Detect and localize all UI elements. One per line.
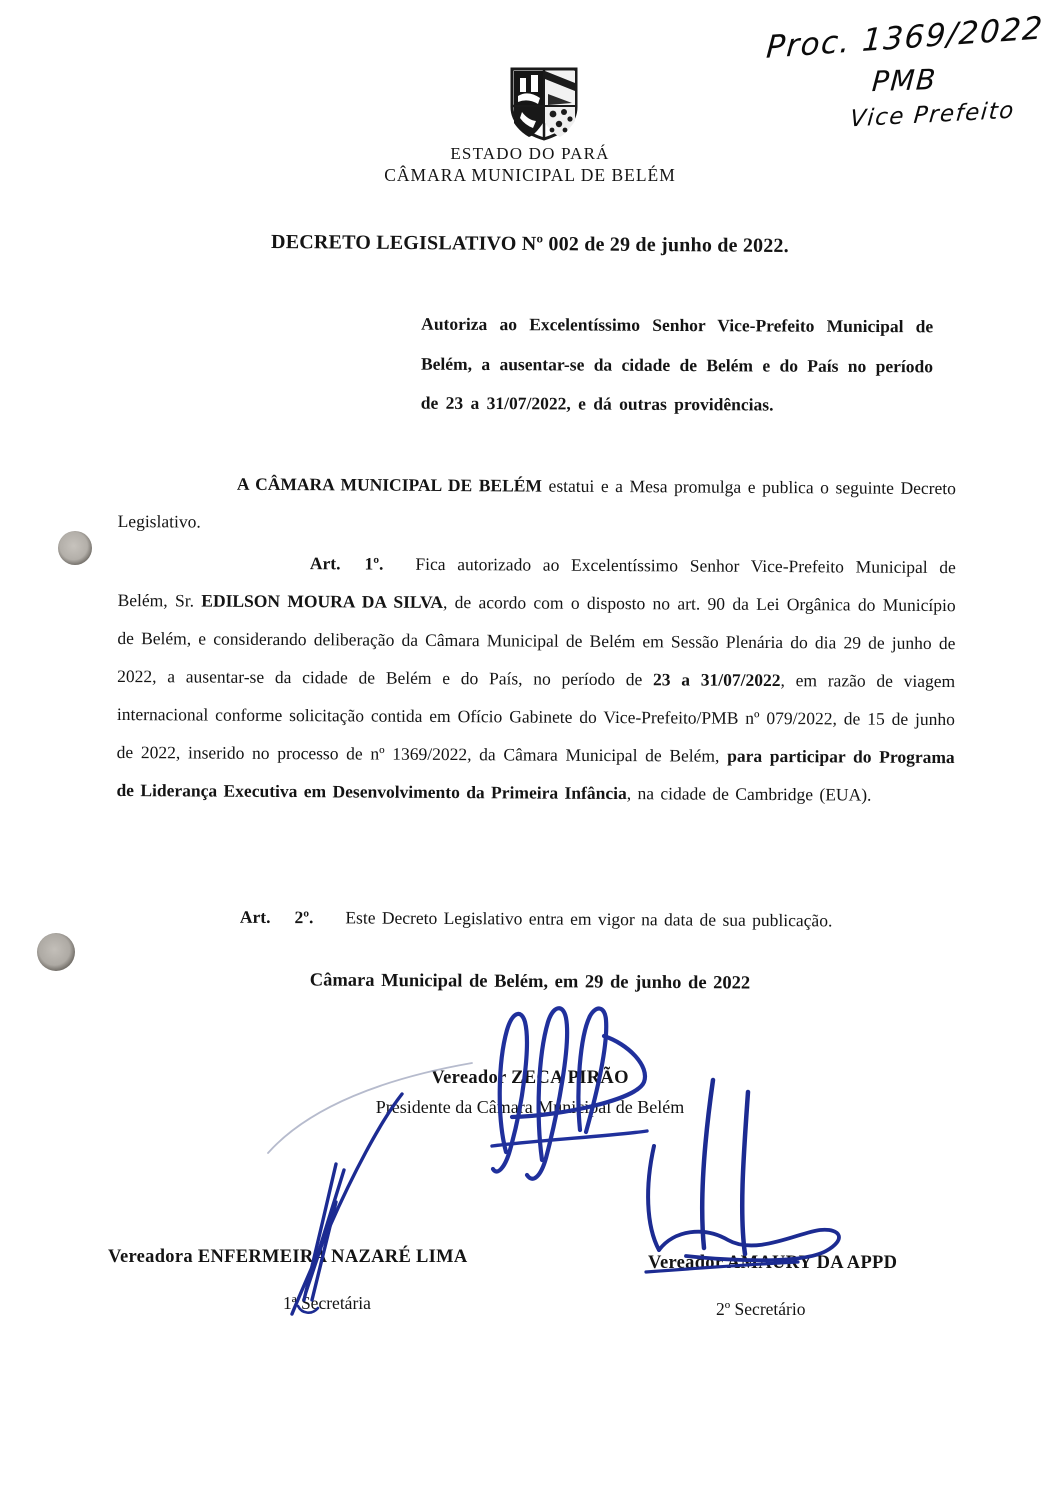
article-1-label: Art. [309,553,341,574]
preamble-text: estatui e a Mesa promulga e publica o seguinte Decreto Legislativo. [117,475,956,532]
president-name: Vereador ZECA PIRÃO [431,1068,629,1088]
decree-summary: Autoriza ao Excelentíssimo Senhor Vice-Prefeito Municipal de Belém, a ausentar-se da cidade de Belém e do País no período de 23 a 31/07/2022, e dá outras providências. [420,313,934,415]
second-secretary-name: Vereador AMAURY DA APPD [648,1253,898,1273]
punch-hole-mark [37,933,75,971]
article-1-paragraph [116,543,956,814]
article-1-text: , na cidade de Cambridge (EUA). [626,783,872,805]
vice-mayor-name-bold: EDILSON MOURA DA SILVA [201,590,444,612]
president-role: Presidente da Câmara Municipal de Belém [375,1097,685,1117]
preamble-chamber-bold: A CÂMARA MUNICIPAL DE BELÉM [236,473,543,496]
article-2-text: Este Decreto Legislativo entra em vigor na data de sua publicação. [345,907,833,931]
first-secretary-name: Vereadora ENFERMEIRA NAZARÉ LIMA [108,1247,468,1267]
signature-nazare-lima [292,1094,402,1314]
letterhead-chamber: CÂMARA MUNICIPAL DE BELÉM [384,165,676,185]
first-secretary-role: 1ª Secretária [283,1293,371,1313]
article-1-number: 1º. [364,553,384,574]
program-purpose-bold: para participar do Programa de Liderança Executiva em Desenvolvimento da Primeira Infância [116,745,955,804]
letterhead-state: ESTADO DO PARÁ [450,144,610,163]
travel-period-bold: 23 a 31/07/2022 [652,669,781,691]
article-1-text: , em razão de viagem internacional conforme solicitação contida em Ofício Gabinete do Vice-Prefeito/PMB nº 079/2022, de 15 de junho de 2022, inserido no processo de nº 1369/2022, da Câmara Municipal de Belém, [116,670,956,766]
article-1-text: , de acordo com o disposto no art. 90 da Lei Orgânica do Município de Belém, e considerando deliberação da Câmara Municipal de Belém em Sessão Plenária do dia 29 de junho de 2022, a ausentar-se da cidade de Belém e do País, no período de [117,591,956,690]
dateline: Câmara Municipal de Belém, em 29 de junho de 2022 [309,970,751,994]
article-2-label: Art. [239,906,271,927]
handwritten-vice-prefeito: Vice Prefeito [848,97,1016,133]
preamble-paragraph [118,464,956,545]
signature-zeca-pirao [492,1008,647,1178]
article-2-number: 2º. [294,907,314,928]
decree-title: DECRETO LEGISLATIVO Nº 002 de 29 de junho de 2022. [271,230,789,258]
handwritten-process-number: Proc. 1369/2022 [765,10,1045,66]
handwritten-pmb: PMB [870,62,938,99]
article-1-text: Fica autorizado ao Excelentíssimo Senhor Vice-Prefeito Municipal de Belém, Sr. [117,553,956,611]
article-2-paragraph [118,897,956,940]
punch-hole-mark [58,531,92,565]
coat-of-arms-icon [504,66,584,144]
second-secretary-role: 2º Secretário [716,1299,806,1319]
